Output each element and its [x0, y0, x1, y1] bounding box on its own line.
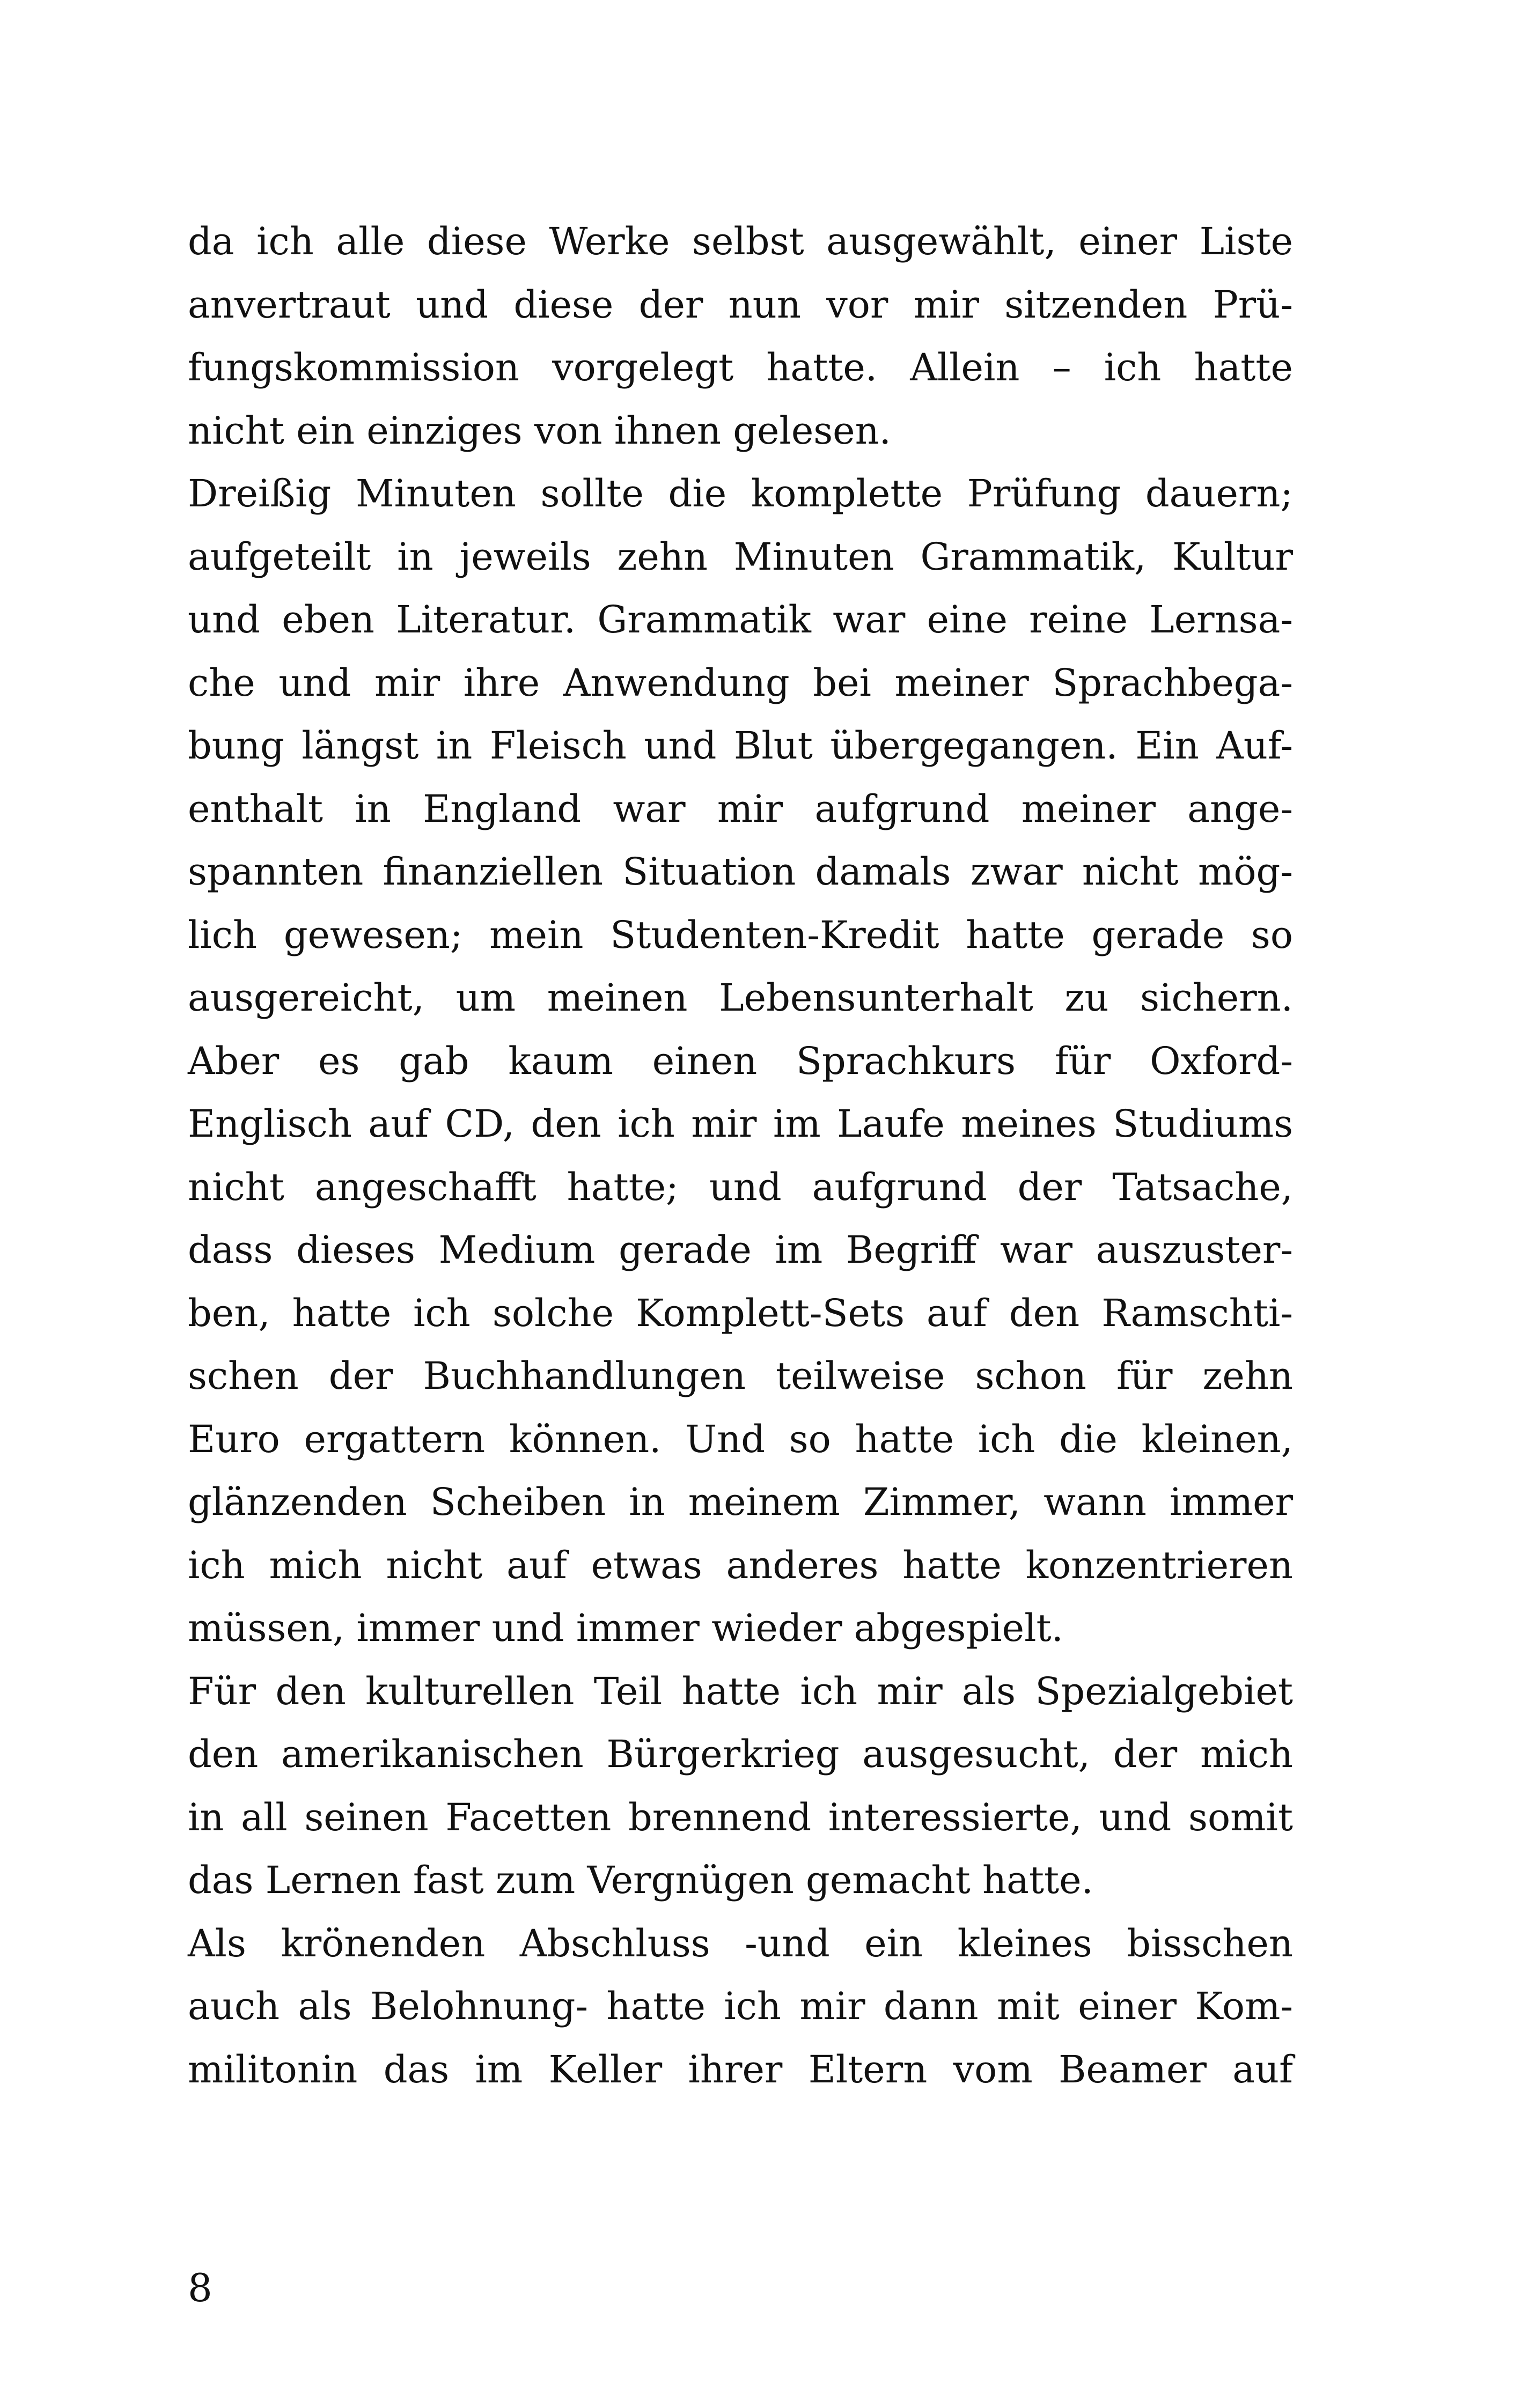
text-line: Für den kulturellen Teil hatte ich mir als Spezialgebiet	[188, 1669, 1293, 1713]
text-line: Aber es gab kaum einen Sprachkurs für Oxford-	[188, 1039, 1293, 1083]
text-line: Dreißig Minuten sollte die komplette Prüfung dauern;	[188, 472, 1293, 516]
text-line: enthalt in England war mir aufgrund meiner ange-	[188, 786, 1293, 831]
text-line: bung längst in Fleisch und Blut übergegangen. Ein Auf-	[188, 724, 1293, 768]
text-line: da ich alle diese Werke selbst ausgewählt, einer Liste	[188, 219, 1293, 263]
text-line: Englisch auf CD, den ich mir im Laufe meines Studiums	[188, 1102, 1293, 1146]
text-line: glänzenden Scheiben in meinem Zimmer, wann immer	[188, 1480, 1293, 1524]
text-line: den amerikanischen Bürgerkrieg ausgesucht, der mich	[188, 1732, 1293, 1776]
text-line: schen der Buchhandlungen teilweise schon für zehn	[188, 1354, 1293, 1398]
text-line: aufgeteilt in jeweils zehn Minuten Grammatik, Kultur	[188, 534, 1293, 579]
text-line: che und mir ihre Anwendung bei meiner Sprachbega-	[188, 660, 1293, 705]
text-line: müssen, immer und immer wieder abgespielt.	[188, 1606, 1063, 1650]
text-line: ben, hatte ich solche Komplett-Sets auf den Ramschti-	[188, 1291, 1293, 1335]
text-line: und eben Literatur. Grammatik war eine reine Lernsa-	[188, 598, 1293, 642]
text-line: spannten finanziellen Situation damals zwar nicht mög-	[188, 850, 1293, 894]
text-line: nicht ein einziges von ihnen gelesen.	[188, 408, 891, 453]
text-line: ich mich nicht auf etwas anderes hatte konzentrieren	[188, 1543, 1293, 1587]
text-line: Als krönenden Abschluss -und ein kleines bisschen	[188, 1921, 1293, 1965]
page-number: 8	[188, 2265, 212, 2310]
text-line: nicht angeschafft hatte; und aufgrund der Tatsache,	[188, 1165, 1293, 1209]
text-line: dass dieses Medium gerade im Begriff war auszuster-	[188, 1228, 1293, 1272]
text-line: fungskommission vorgelegt hatte. Allein – ich hatte	[188, 345, 1293, 389]
body-text	[188, 210, 1293, 2101]
text-line: lich gewesen; mein Studenten-Kredit hatte gerade so	[188, 912, 1293, 957]
text-line: Euro ergattern können. Und so hatte ich die kleinen,	[188, 1417, 1293, 1461]
text-line: auch als Belohnung- hatte ich mir dann mit einer Kom-	[188, 1984, 1293, 2028]
text-line: militonin das im Keller ihrer Eltern vom Beamer auf	[188, 2047, 1293, 2092]
text-line: ausgereicht, um meinen Lebensunterhalt zu sichern.	[188, 976, 1293, 1020]
text-line: in all seinen Facetten brennend interessierte, und somit	[188, 1795, 1293, 1839]
text-line: das Lernen fast zum Vergnügen gemacht hatte.	[188, 1858, 1093, 1902]
text-line: anvertraut und diese der nun vor mir sitzenden Prü-	[188, 282, 1293, 327]
